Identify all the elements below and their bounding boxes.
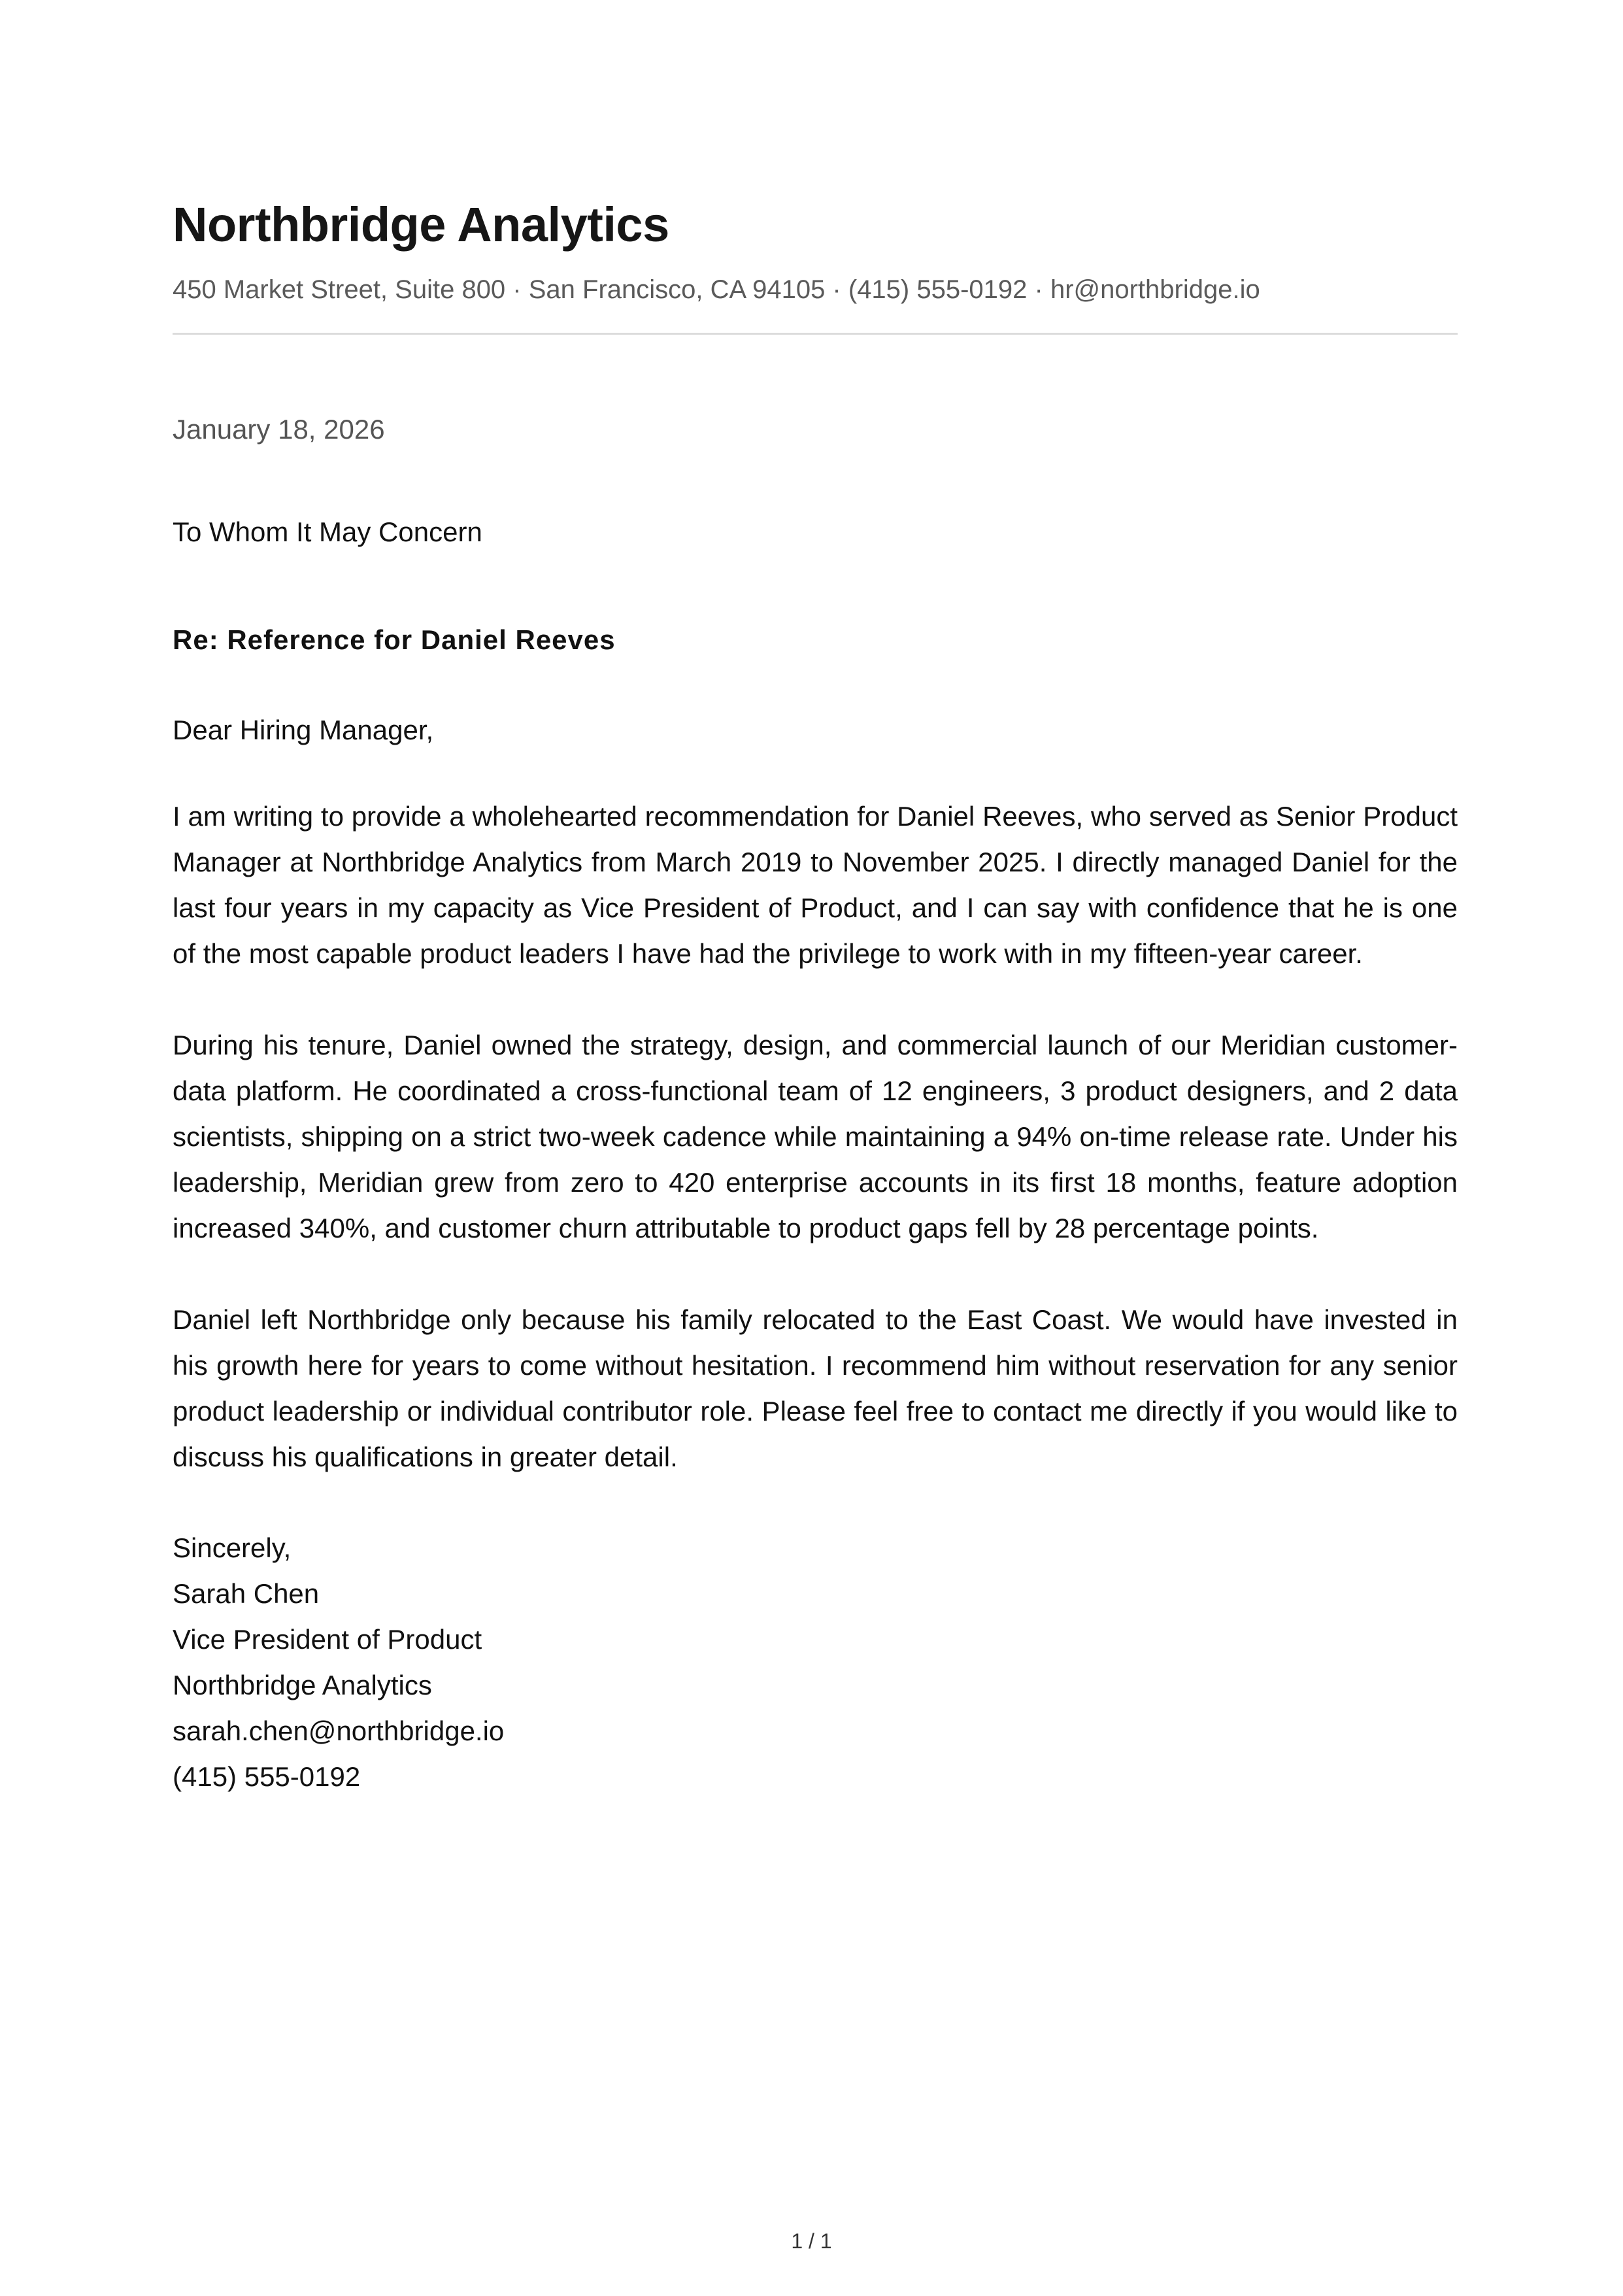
signer-name: Sarah Chen xyxy=(173,1578,320,1610)
company-address: 450 Market Street, Suite 800 · San Francisco, CA 94105 · (415) 555-0192 · hr@northbridge.io xyxy=(173,275,1260,304)
company-name: Northbridge Analytics xyxy=(173,197,669,252)
letterhead-divider xyxy=(173,333,1458,335)
signer-phone: (415) 555-0192 xyxy=(173,1761,361,1793)
letter-content xyxy=(173,196,1458,1800)
body-paragraph: During his tenure, Daniel owned the strategy, design, and commercial launch of our Meridian customer-data platform. He coordinated a cross-functional team of 12 engineers, 3 product designers, and 2 data scientists, shipping on a strict two-week cadence while maintaining a 94% on-time release rate. Under his leadership, Meridian grew from zero to 420 enterprise accounts in its first 18 months, feature adoption increased 340%, and customer churn attributable to product gaps fell by 28 percentage points. xyxy=(173,1030,1458,1244)
body-paragraph: Daniel left Northbridge only because his family relocated to the East Coast. We would have invested in his growth here for years to come without hesitation. I recommend him without reservation for any senior product leadership or individual contributor role. Please feel free to contact me directly if you would like to discuss his qualifications in greater detail. xyxy=(173,1304,1458,1473)
valediction: Sincerely, xyxy=(173,1532,292,1564)
signer-title: Vice President of Product xyxy=(173,1624,482,1655)
signer-email: sarah.chen@northbridge.io xyxy=(173,1715,505,1747)
signature-block xyxy=(173,1525,1458,1800)
letter-subject: Re: Reference for Daniel Reeves xyxy=(173,624,616,655)
body-paragraph: I am writing to provide a wholehearted recommendation for Daniel Reeves, who served as Senior Product Manager at Northbridge Analytics from March 2019 to November 2025. I directly managed Daniel for the last four years in my capacity as Vice President of Product, and I can say with confidence that he is one of the most capable product leaders I have had the privilege to work with in my fifteen-year career. xyxy=(173,801,1458,970)
letter-date: January 18, 2026 xyxy=(173,413,385,445)
letter-recipient: To Whom It May Concern xyxy=(173,516,482,548)
letter-salutation: Dear Hiring Manager, xyxy=(173,714,434,745)
signer-company: Northbridge Analytics xyxy=(173,1670,432,1701)
page-number: 1 / 1 xyxy=(791,2229,832,2253)
